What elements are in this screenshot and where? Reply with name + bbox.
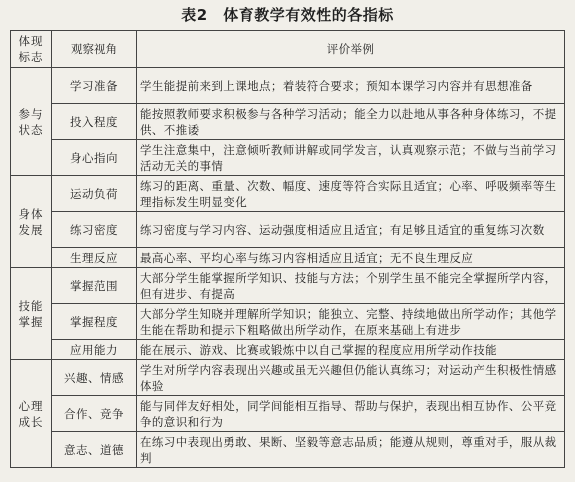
example-cell: 最高心率、平均心率与练习内容相适应且适宜；无不良生理反应 [137,248,565,268]
header-indicator: 体现标志 [11,31,52,68]
example-cell: 大部分学生知晓并理解所学知识；能独立、完整、持续地做出所学动作；其他学生能在帮助和提示下粗略做出所学动作，在原来基础上有进步 [137,304,565,340]
aspect-cell: 投入程度 [52,104,137,140]
aspect-cell: 意志、道德 [52,432,137,468]
table-row [11,140,565,176]
header-example: 评价举例 [137,31,565,68]
example-cell: 能与同伴友好相处，同学间能相互指导、帮助与保护，表现出相互协作、公平竞争的意识和行为 [137,396,565,432]
example-cell: 在练习中表现出勇敢、果断、坚毅等意志品质；能遵从规则，尊重对手，服从裁判 [137,432,565,468]
group-label: 参与状态 [11,68,52,176]
example-cell: 大部分学生能掌握所学知识、技能与方法；个别学生虽不能完全掌握所学内容，但有进步、有提高 [137,268,565,304]
group-label: 心理成长 [11,360,52,468]
aspect-cell: 掌握程度 [52,304,137,340]
header-perspective: 观察视角 [52,31,137,68]
aspect-cell: 掌握范围 [52,268,137,304]
group-label: 身体发展 [11,176,52,268]
table-row [11,176,565,212]
aspect-cell: 生理反应 [52,248,137,268]
example-cell: 学生能提前来到上课地点；着装符合要求；预知本课学习内容并有思想准备 [137,68,565,104]
table-row [11,340,565,360]
example-cell: 学生注意集中，注意倾听教师讲解或同学发言，认真观察示范；不做与当前学习活动无关的事情 [137,140,565,176]
header-row [11,31,565,68]
table-row [11,432,565,468]
aspect-cell: 兴趣、情感 [52,360,137,396]
table-row [11,304,565,340]
aspect-cell: 合作、竞争 [52,396,137,432]
table-row [11,212,565,248]
aspect-cell: 运动负荷 [52,176,137,212]
table-row [11,68,565,104]
example-cell: 练习密度与学习内容、运动强度相适应且适宜；有足够且适宜的重复练习次数 [137,212,565,248]
aspect-cell: 应用能力 [52,340,137,360]
example-cell: 能按照教师要求积极参与各种学习活动；能全力以赴地从事各种身体练习，不提供、不推诿 [137,104,565,140]
table-title: 表2 体育教学有效性的各指标 [181,6,394,24]
table-row [11,104,565,140]
table-row [11,268,565,304]
indicator-table [10,30,565,468]
table-row [11,396,565,432]
example-cell: 学生对所学内容表现出兴趣或虽无兴趣但仍能认真练习；对运动产生积极性情感体验 [137,360,565,396]
group-label: 技能掌握 [11,268,52,360]
aspect-cell: 练习密度 [52,212,137,248]
example-cell: 练习的距离、重量、次数、幅度、速度等符合实际且适宜；心率、呼吸频率等生理指标发生明显变化 [137,176,565,212]
aspect-cell: 学习准备 [52,68,137,104]
table-row [11,248,565,268]
table-row [11,360,565,396]
example-cell: 能在展示、游戏、比赛或锻炼中以自己掌握的程度应用所学动作技能 [137,340,565,360]
aspect-cell: 身心指向 [52,140,137,176]
